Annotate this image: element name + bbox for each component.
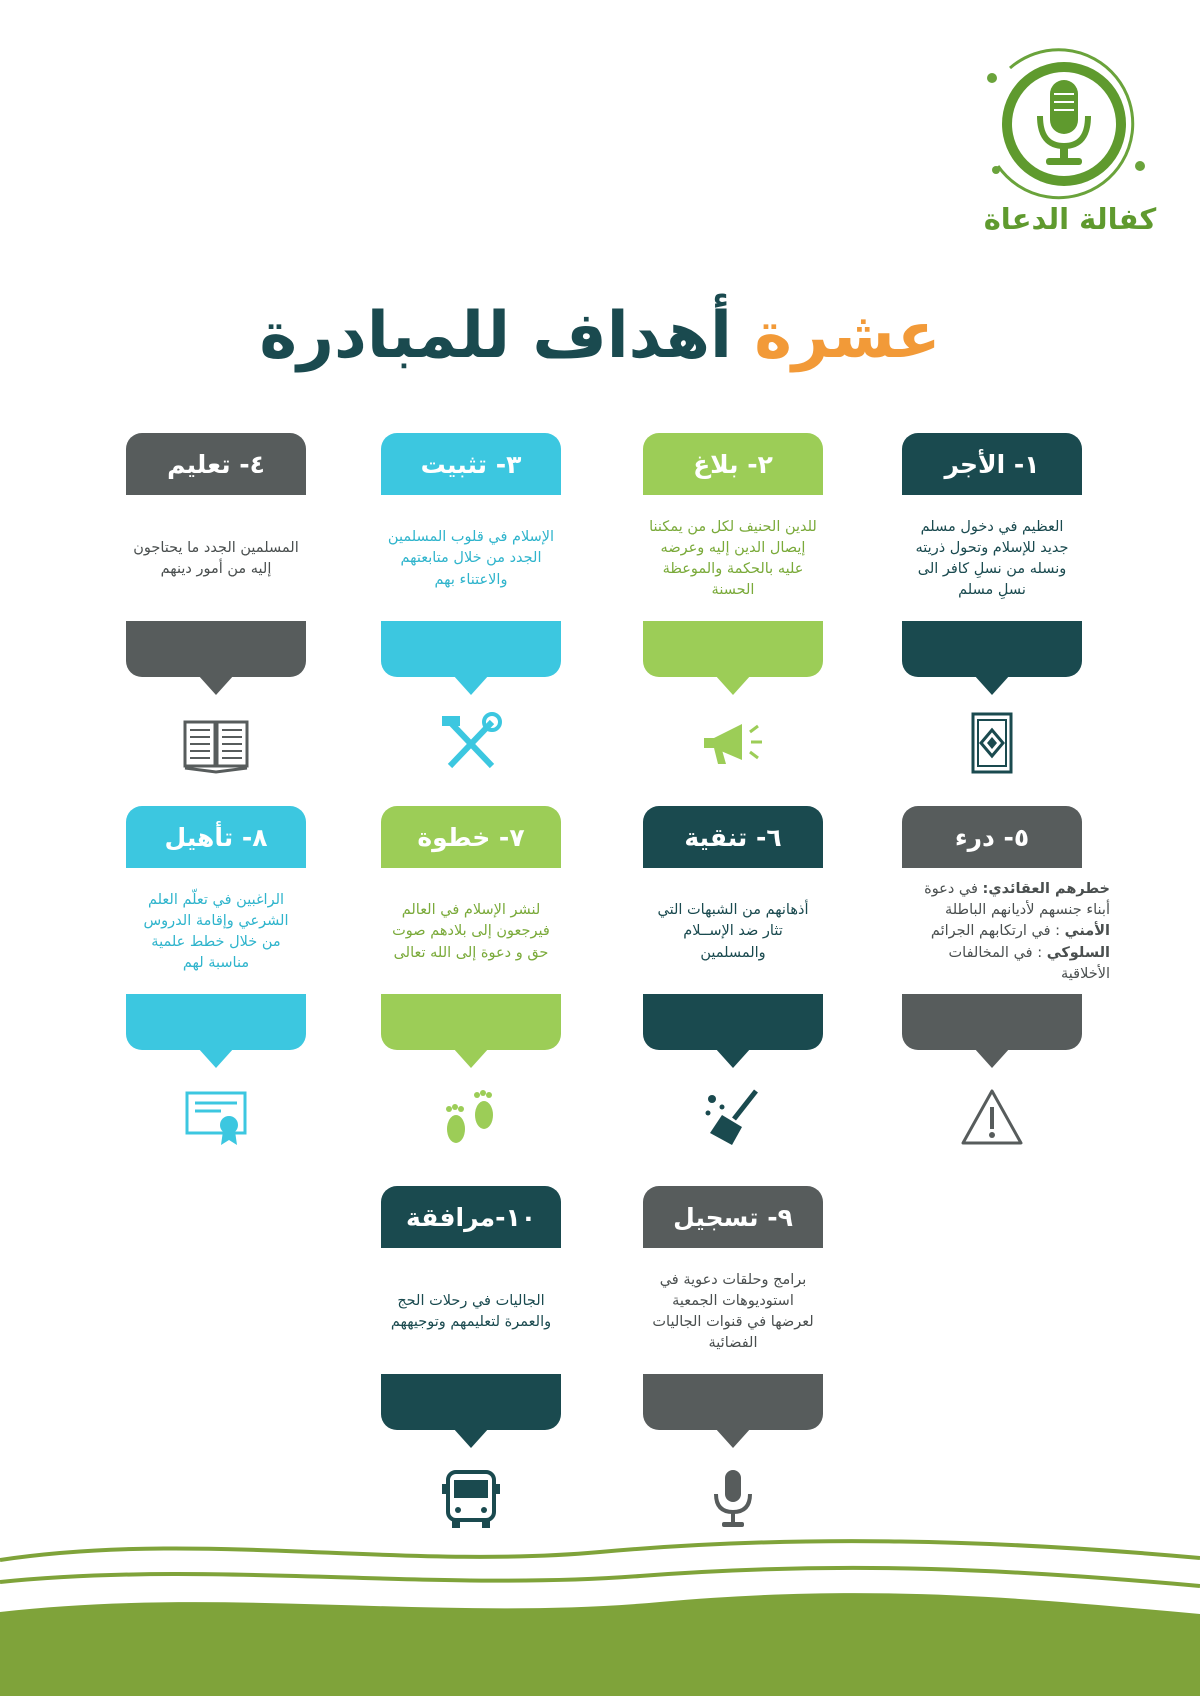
bottom-waves xyxy=(0,1530,1200,1696)
goal-card-1 xyxy=(902,433,1082,703)
goal-pointer xyxy=(715,675,751,695)
goal-text: المسلمين الجدد ما يحتاجون إليه من أمور دينهم xyxy=(133,539,299,577)
goal-footer xyxy=(381,621,561,677)
goal-title: ٥- درء xyxy=(902,806,1082,868)
warning-icon xyxy=(957,1085,1027,1151)
goal-footer xyxy=(643,994,823,1050)
goal-footer xyxy=(902,994,1082,1050)
prayer-rug-icon xyxy=(957,710,1027,776)
goal-text: للدين الحنيف لكل من يمكننا إيصال الدين إليه وعرضه عليه بالحكمة والموعظة الحسنة xyxy=(649,518,817,599)
goal-line-bold: الأمني xyxy=(1064,923,1110,940)
microphone-icon xyxy=(698,1466,768,1532)
goal-text xyxy=(902,879,1112,984)
goal-line-text: : في المخالفات الأخلاقية xyxy=(948,944,1110,982)
title-accent: عشرة xyxy=(754,299,941,373)
logo-text: كفالة الدعاة xyxy=(983,202,1157,236)
goal-title: ٨- تأهيل xyxy=(126,806,306,868)
goal-card-9 xyxy=(643,1186,823,1456)
goal-card-7 xyxy=(381,806,561,1076)
page-title xyxy=(0,298,1200,375)
megaphone-icon xyxy=(698,710,768,776)
goal-title: ١- الأجر xyxy=(902,433,1082,495)
goal-line-text: في دعوة أبناء جنسهم لأديانهم الباطلة xyxy=(924,881,1110,919)
goal-text: برامج وحلقات دعوية في استوديوهات الجمعية لعرضها في قنوات الجاليات الفضائية xyxy=(652,1271,814,1352)
goal-title: ٧- خطوة xyxy=(381,806,561,868)
goal-text: الجاليات في رحلات الحج والعمرة لتعليمهم وتوجيههم xyxy=(390,1292,552,1330)
goal-line-bold: خطرهم العقائدي: xyxy=(982,881,1110,898)
goal-card-3 xyxy=(381,433,561,703)
goal-title: ١٠-مرافقة xyxy=(381,1186,561,1248)
goal-pointer xyxy=(198,675,234,695)
book-icon xyxy=(181,710,251,776)
goal-title: ٤- تعليم xyxy=(126,433,306,495)
goal-footer xyxy=(902,621,1082,677)
logo xyxy=(970,30,1170,245)
goal-pointer xyxy=(974,1048,1010,1068)
goal-footer xyxy=(643,1374,823,1430)
goal-pointer xyxy=(453,675,489,695)
goal-footer xyxy=(381,994,561,1050)
goal-text: العظيم في دخول مسلم جديد للإسلام وتحول ذريته ونسله من نسلِ كافر الى نسلِ مسلم xyxy=(915,518,1069,599)
goal-card-8 xyxy=(126,806,306,1076)
goal-text: أذهانهم من الشبهات التي تثار ضد الإســلام والمسلمين xyxy=(657,902,809,961)
goal-line-bold: السلوكي xyxy=(1046,944,1110,961)
footprints-icon xyxy=(436,1085,506,1151)
goal-text: الراغبين في تعلّم العلم الشرعي وإقامة الدروس من خلال خطط علمية مناسبة لهم xyxy=(143,891,289,972)
goal-card-4 xyxy=(126,433,306,703)
goal-title: ٢- بلاغ xyxy=(643,433,823,495)
goal-card-10 xyxy=(381,1186,561,1456)
goal-title: ٣- تثبيت xyxy=(381,433,561,495)
goal-pointer xyxy=(453,1428,489,1448)
goal-text: الإسلام في قلوب المسلمين الجدد من خلال متابعتهم والاعتناء بهم xyxy=(387,529,555,588)
goal-footer xyxy=(126,994,306,1050)
goal-pointer xyxy=(715,1048,751,1068)
goal-pointer xyxy=(453,1048,489,1068)
goal-footer xyxy=(381,1374,561,1430)
goal-title: ٦- تنقية xyxy=(643,806,823,868)
goal-pointer xyxy=(974,675,1010,695)
tools-icon xyxy=(436,710,506,776)
goal-text: لنشر الإسلام في العالم فيرجعون إلى بلادهم صوت حق و دعوة إلى الله تعالى xyxy=(392,902,550,961)
bus-icon xyxy=(436,1466,506,1532)
goal-line-text: : في ارتكابهم الجرائم xyxy=(930,923,1065,940)
microphone-logo-icon xyxy=(980,38,1148,206)
goal-card-5 xyxy=(902,806,1110,1076)
goal-title: ٩- تسجيل xyxy=(643,1186,823,1248)
goal-card-2 xyxy=(643,433,823,703)
broom-icon xyxy=(698,1085,768,1151)
goal-pointer xyxy=(715,1428,751,1448)
goal-footer xyxy=(643,621,823,677)
goal-pointer xyxy=(198,1048,234,1068)
goal-footer xyxy=(126,621,306,677)
certificate-icon xyxy=(181,1085,251,1151)
goal-card-6 xyxy=(643,806,823,1076)
title-rest: أهداف للمبادرة xyxy=(259,299,755,373)
